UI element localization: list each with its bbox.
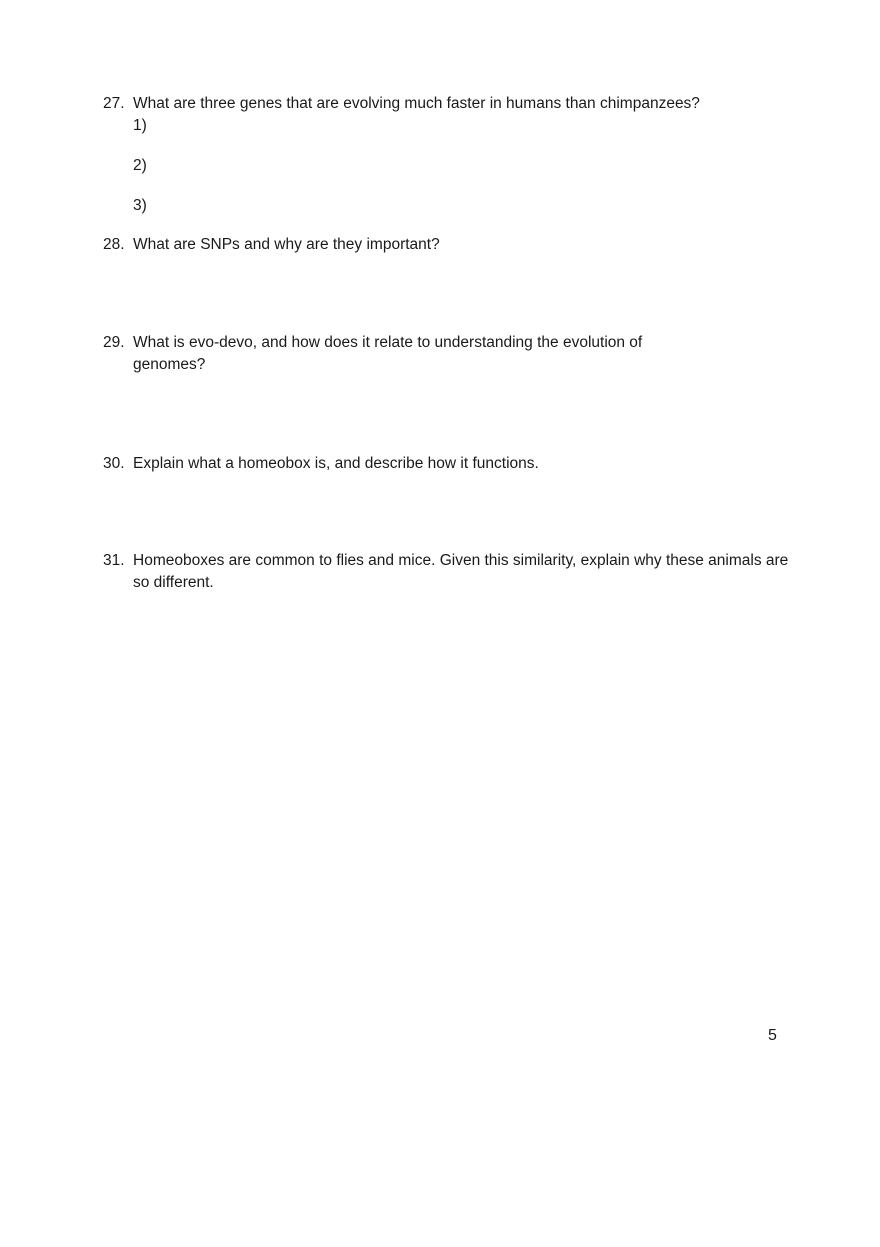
question-number: 31. <box>103 552 125 569</box>
question-text: Homeoboxes are common to flies and mice. Given this similarity, explain why these animals are so different. <box>133 552 789 591</box>
question-30 <box>103 453 803 475</box>
answer-label-1: 1) <box>133 117 147 134</box>
question-number: 30. <box>103 455 125 472</box>
question-text: Explain what a homeobox is, and describe how it functions. <box>133 455 539 472</box>
question-31 <box>103 550 793 594</box>
answer-label-2: 2) <box>133 157 147 174</box>
question-text: What are SNPs and why are they important? <box>133 236 440 253</box>
question-number: 29. <box>103 334 125 351</box>
page-number: 5 <box>768 1027 777 1044</box>
question-number: 27. <box>103 95 125 112</box>
question-29 <box>103 332 713 376</box>
question-28 <box>103 234 803 256</box>
question-text: What are three genes that are evolving much faster in humans than chimpanzees? <box>133 95 700 112</box>
question-27 <box>103 93 803 115</box>
question-text: What is evo-devo, and how does it relate to understanding the evolution of genomes? <box>133 334 643 373</box>
question-number: 28. <box>103 236 125 253</box>
answer-label-3: 3) <box>133 197 147 214</box>
